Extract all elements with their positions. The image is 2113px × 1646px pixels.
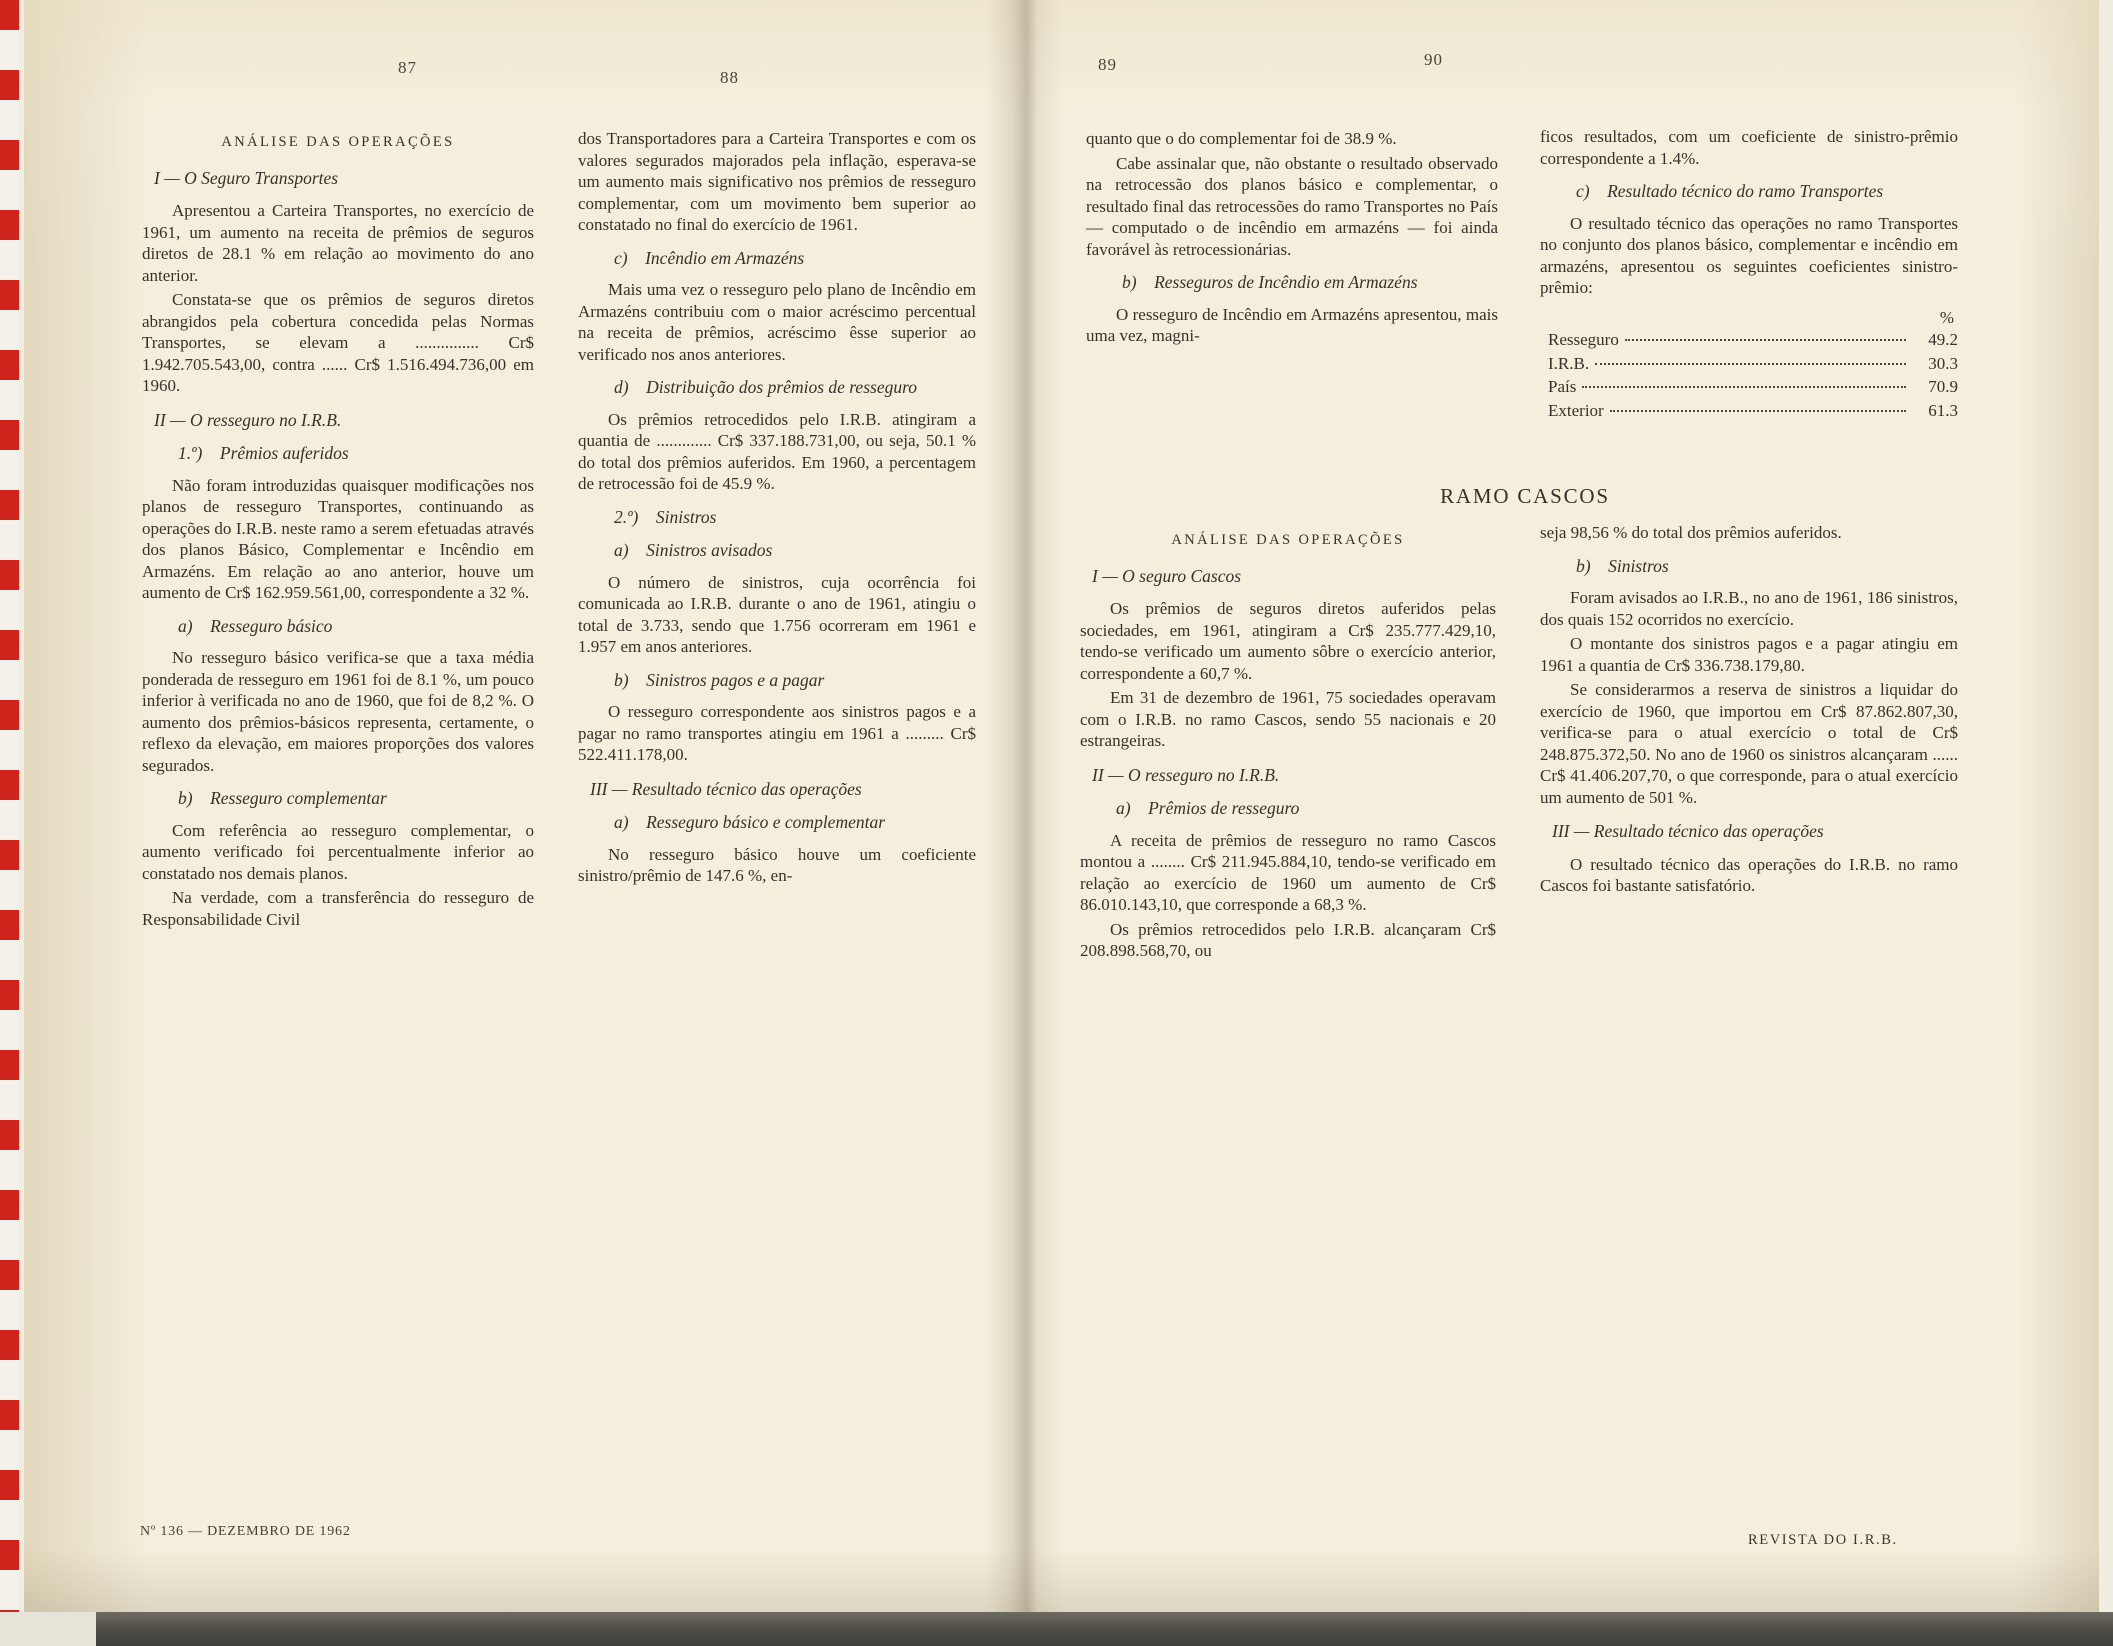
- issue-footer: Nº 136 — DEZEMBRO DE 1962: [140, 1524, 351, 1539]
- subsection-heading: c) Resultado técnico do ramo Transportes: [1576, 181, 1884, 201]
- dotted-leader: [1582, 386, 1906, 388]
- paragraph: O número de sinistros, cuja ocorrência foi comunicada ao I.R.B. durante o ano de 1961, atingiu o total de 3.733, sendo que 1.756 ocorreram em 1961 e 1.957 em anos anteriores.: [578, 572, 976, 656]
- paragraph: Se considerarmos a reserva de sinistros a liquidar do exercício de 1960, que importou em Cr$ 87.862.807,30, verifica-se para o atual exercício o total de Cr$ 248.875.372,50. No ano de 1960 os sinistros alcançaram ...... Cr$ 41.406.207,70, o que corresponde, para o atual exercício um aumento de 501 %.: [1540, 680, 1958, 807]
- table-header-percent: %: [1939, 307, 1954, 327]
- table-row-label: País: [1548, 377, 1577, 396]
- paragraph: No resseguro básico verifica-se que a taxa média ponderada de resseguro em 1961 foi de 8.1 %, um pouco inferior à verificada no ano de 1960, que foi de 8,2 %. O aumento dos prêmios-básicos representa, certamente, o reflexo da elevação, em maiores proporções dos valores segurados.: [142, 648, 534, 775]
- paragraph: seja 98,56 % do total dos prêmios auferidos.: [1540, 523, 1842, 542]
- column-90-lower: [1540, 522, 1958, 900]
- subsection-heading: b) Resseguro complementar: [178, 788, 387, 808]
- column-kicker: ANÁLISE DAS OPERAÇÕES: [1171, 532, 1405, 548]
- table-row-value: 70.9: [1928, 377, 1958, 396]
- table-row: [1548, 400, 1958, 422]
- paragraph: O resultado técnico das operações do I.R.B. no ramo Cascos foi bastante satisfatório.: [1540, 854, 1958, 895]
- paragraph: Em 31 de dezembro de 1961, 75 sociedades operavam com o I.R.B. no ramo Cascos, sendo 55 nacionais e 20 estrangeiras.: [1080, 688, 1496, 750]
- column-87: [142, 130, 534, 933]
- paragraph: Constata-se que os prêmios de seguros diretos abrangidos pela cobertura concedida pelas Normas Transportes, se elevam a ............... Cr$ 1.942.705.543,00, contra ...... Cr$ 1.516.494.736,00 em 1960.: [142, 290, 534, 395]
- table-row: [1548, 376, 1958, 398]
- subsection-heading: d) Distribuição dos prêmios de resseguro: [614, 377, 917, 397]
- subsection-heading: a) Prêmios de resseguro: [1116, 798, 1300, 818]
- subsection-heading: c) Incêndio em Armazéns: [614, 247, 805, 268]
- paragraph: quanto que o do complementar foi de 38.9 %.: [1086, 129, 1397, 148]
- section-heading: III — Resultado técnico das operações: [590, 778, 862, 799]
- paragraph: O resultado técnico das operações no ramo Transportes no conjunto dos planos básico, complementar e incêndio em armazéns, apresentou os seguintes coeficientes sinistro-prêmio:: [1540, 213, 1958, 297]
- paragraph: ficos resultados, com um coeficiente de sinistro-prêmio correspondente a 1.4%.: [1540, 127, 1958, 168]
- paragraph: Não foram introduzidas quaisquer modificações nos planos de resseguro Transportes, continuando as operações do I.R.B. neste ramo a serem efetuadas através dos planos Básico, Complementar e Incêndio em Armazéns. Em relação ao ano anterior, houve um aumento de Cr$ 162.959.561,00, correspondente a 32 %.: [142, 475, 534, 602]
- subsection-heading: a) Resseguro básico: [178, 615, 333, 636]
- scan-bottom-band: [96, 1612, 2113, 1646]
- scanner-edge-marks: [0, 0, 19, 1612]
- column-88: [578, 128, 976, 890]
- paragraph: Os prêmios de seguros diretos auferidos pelas sociedades, em 1961, atingiram a Cr$ 235.777.429,10, tendo-se verificado um aumento sôbre o exercício anterior, correspondente a 60,7 %.: [1080, 599, 1496, 683]
- subsection-heading: b) Sinistros: [1576, 555, 1669, 576]
- page-number-90: 90: [1424, 50, 1443, 69]
- paragraph: dos Transportadores para a Carteira Transportes e com os valores segurados majorados pela inflação, esperava-se um aumento mais significativo nos prêmios de resseguro complementar, com um movimento bem superior ao constatado no final do exercício de 1961.: [578, 129, 976, 234]
- paragraph: Com referência ao resseguro complementar, o aumento verificado foi percentualmente inferior ao constatado nos demais planos.: [142, 820, 534, 883]
- column-90-upper: [1540, 126, 1958, 423]
- subsection-heading: b) Sinistros pagos e a pagar: [614, 669, 825, 690]
- table-row-value: 49.2: [1928, 330, 1958, 349]
- paragraph: No resseguro básico houve um coeficiente sinistro/prêmio de 147.6 %, en-: [578, 844, 976, 885]
- section-heading: I — O seguro Cascos: [1092, 565, 1242, 586]
- paragraph: Os prêmios retrocedidos pelo I.R.B. atingiram a quantia de ............. Cr$ 337.188.731,00, ou seja, 50.1 % do total dos prêmios auferidos. Em 1960, a percentagem de retrocessão foi de 45.9 %.: [578, 409, 976, 493]
- dotted-leader: [1610, 410, 1906, 412]
- sinistro-premio-table: [1548, 307, 1958, 422]
- paragraph: A receita de prêmios de resseguro no ramo Cascos montou a ........ Cr$ 211.945.884,10, tendo-se verificado em relação ao exercício de 1960 um aumento de Cr$ 86.010.143,10, que corresponde a 68,3 %.: [1080, 830, 1496, 914]
- column-kicker: ANÁLISE DAS OPERAÇÕES: [221, 134, 455, 150]
- publication-footer: REVISTA DO I.R.B.: [1748, 1532, 1898, 1548]
- table-row-label: Resseguro: [1548, 330, 1619, 349]
- subsection-heading: a) Sinistros avisados: [614, 540, 773, 560]
- section-heading: II — O resseguro no I.R.B.: [1092, 764, 1280, 785]
- paragraph: O montante dos sinistros pagos e a pagar atingiu em 1961 a quantia de Cr$ 336.738.179,80.: [1540, 634, 1958, 675]
- table-row-label: Exterior: [1548, 400, 1604, 420]
- table-row-value: 30.3: [1928, 353, 1958, 373]
- paragraph: O resseguro de Incêndio em Armazéns apresentou, mais uma vez, magni-: [1086, 304, 1498, 345]
- subsection-heading: b) Resseguros de Incêndio em Armazéns: [1122, 272, 1418, 292]
- column-89-lower: [1080, 528, 1496, 965]
- paragraph: Foram avisados ao I.R.B., no ano de 1961, 186 sinistros, dos quais 152 ocorridos no exercício.: [1540, 588, 1958, 629]
- paragraph: Apresentou a Carteira Transportes, no exercício de 1961, um aumento na receita de prêmios de seguros diretos de 28.1 % em relação ao movimento do ano anterior.: [142, 201, 534, 285]
- section-heading: I — O Seguro Transportes: [154, 167, 339, 188]
- dotted-leader: [1595, 363, 1906, 365]
- page-number-87: 87: [398, 58, 417, 77]
- scan-bottom-left-strip: [0, 1612, 96, 1646]
- section-heading: III — Resultado técnico das operações: [1552, 821, 1824, 841]
- paragraph: O resseguro correspondente aos sinistros pagos e a pagar no ramo transportes atingiu em 1961 a ......... Cr$ 522.411.178,00.: [578, 702, 976, 764]
- subsection-heading: 2.º) Sinistros: [614, 506, 717, 527]
- table-row: [1548, 353, 1958, 375]
- ramo-cascos-heading: RAMO CASCOS: [1440, 484, 1610, 508]
- page-number-89: 89: [1098, 55, 1117, 74]
- subsection-heading: 1.º) Prêmios auferidos: [178, 443, 349, 463]
- table-row: [1548, 329, 1958, 351]
- paragraph: Os prêmios retrocedidos pelo I.R.B. alcançaram Cr$ 208.898.568,70, ou: [1080, 919, 1496, 960]
- page-number-88: 88: [720, 68, 739, 87]
- paragraph: Cabe assinalar que, não obstante o resultado observado na retrocessão dos planos básico e complementar, o resultado final das retrocessões do ramo Transportes no País — computado o de incêndio em armazéns — foi ainda favorável às retrocessionárias.: [1086, 153, 1498, 259]
- dotted-leader: [1625, 339, 1906, 341]
- section-heading: II — O resseguro no I.R.B.: [154, 409, 342, 430]
- paragraph: Na verdade, com a transferência do resseguro de Responsabilidade Civil: [142, 888, 534, 929]
- table-row-value: 61.3: [1928, 400, 1958, 420]
- table-row-label: I.R.B.: [1548, 353, 1590, 373]
- page-fold-shadow: [986, 0, 1064, 1612]
- subsection-heading: a) Resseguro básico e complementar: [614, 812, 886, 832]
- column-89-upper: [1086, 128, 1498, 350]
- paragraph: Mais uma vez o resseguro pelo plano de Incêndio em Armazéns contribuiu com o maior acréscimo percentual na receita de prêmios, acréscimo êsse superior ao verificado nos anos anteriores.: [578, 280, 976, 364]
